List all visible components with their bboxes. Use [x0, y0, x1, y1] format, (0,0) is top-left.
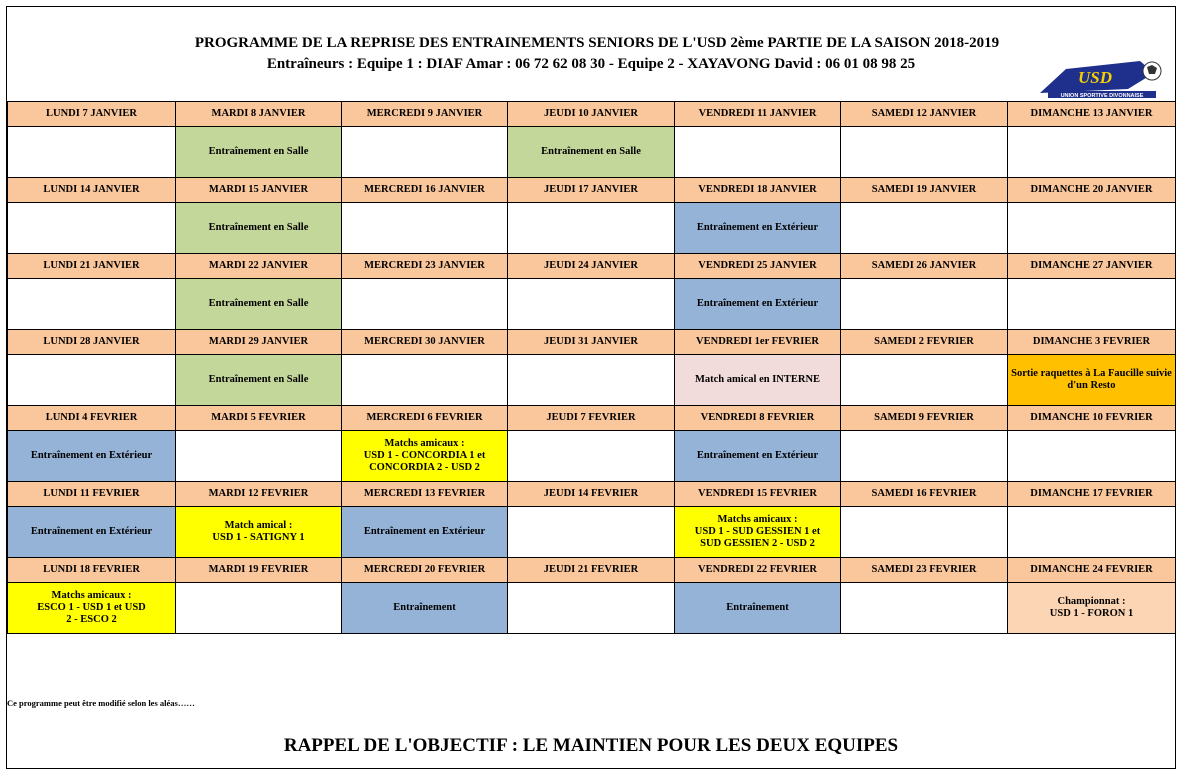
activity-cell: Matchs amicaux : USD 1 - CONCORDIA 1 et CONCORDIA 2 - USD 2 [342, 431, 508, 482]
day-header-cell: MARDI 22 JANVIER [176, 254, 342, 279]
schedule-sheet [6, 6, 1176, 769]
week-day-header-row [8, 482, 1176, 507]
activity-cell [841, 431, 1008, 482]
activity-cell [1008, 203, 1176, 254]
day-header-cell: DIMANCHE 20 JANVIER [1008, 178, 1176, 203]
logo-mark: USD [1078, 68, 1113, 87]
day-header-cell: MERCREDI 30 JANVIER [342, 330, 508, 355]
day-header-cell: VENDREDI 1er FEVRIER [675, 330, 841, 355]
activity-cell [8, 355, 176, 406]
activity-cell [1008, 127, 1176, 178]
day-header-cell: SAMEDI 12 JANVIER [841, 102, 1008, 127]
activity-cell: Entraînement en Salle [176, 279, 342, 330]
activity-cell: Entraînement en Salle [508, 127, 675, 178]
day-header-cell: DIMANCHE 27 JANVIER [1008, 254, 1176, 279]
day-header-cell: MARDI 5 FEVRIER [176, 406, 342, 431]
activity-cell [841, 507, 1008, 558]
objective-reminder: RAPPEL DE L'OBJECTIF : LE MAINTIEN POUR LES DEUX EQUIPES [283, 735, 899, 756]
activity-cell: Entraînement en Extérieur [8, 507, 176, 558]
activity-cell [176, 583, 342, 634]
day-header-cell: JEUDI 7 FEVRIER [508, 406, 675, 431]
activity-cell: Matchs amicaux : ESCO 1 - USD 1 et USD 2 - ESCO 2 [8, 583, 176, 634]
schedule-grid [7, 101, 1176, 634]
day-header-cell: JEUDI 21 FEVRIER [508, 558, 675, 583]
activity-cell [1008, 507, 1176, 558]
day-header-cell: MARDI 15 JANVIER [176, 178, 342, 203]
day-header-cell: MERCREDI 6 FEVRIER [342, 406, 508, 431]
activity-cell: Match amical : USD 1 - SATIGNY 1 [176, 507, 342, 558]
activity-cell: Entraînement en Extérieur [8, 431, 176, 482]
day-header-cell: LUNDI 14 JANVIER [8, 178, 176, 203]
coaches-line: Entraîneurs : Equipe 1 : DIAF Amar : 06 72 62 08 30 - Equipe 2 - XAYAVONG David : 06 01 08 98 25 [266, 56, 916, 72]
activity-cell [342, 355, 508, 406]
day-header-cell: JEUDI 14 FEVRIER [508, 482, 675, 507]
day-header-cell: VENDREDI 25 JANVIER [675, 254, 841, 279]
week-activity-row [8, 279, 1176, 330]
week-day-header-row [8, 178, 1176, 203]
week-day-header-row [8, 558, 1176, 583]
day-header-cell: LUNDI 21 JANVIER [8, 254, 176, 279]
week-activity-row [8, 203, 1176, 254]
day-header-cell: DIMANCHE 17 FEVRIER [1008, 482, 1176, 507]
activity-cell [342, 203, 508, 254]
day-header-cell: DIMANCHE 3 FEVRIER [1008, 330, 1176, 355]
day-header-cell: MARDI 29 JANVIER [176, 330, 342, 355]
activity-cell [508, 507, 675, 558]
activity-cell [8, 203, 176, 254]
day-header-cell: JEUDI 31 JANVIER [508, 330, 675, 355]
day-header-cell: VENDREDI 8 FEVRIER [675, 406, 841, 431]
activity-cell [1008, 279, 1176, 330]
activity-cell [8, 127, 176, 178]
page-title: PROGRAMME DE LA REPRISE DES ENTRAINEMENTS SENIORS DE L'USD 2ème PARTIE DE LA SAISON 2018-2019 [194, 35, 1000, 51]
day-header-cell: LUNDI 7 JANVIER [8, 102, 176, 127]
day-header-cell: MERCREDI 23 JANVIER [342, 254, 508, 279]
week-activity-row [8, 127, 1176, 178]
day-header-cell: JEUDI 24 JANVIER [508, 254, 675, 279]
day-header-cell: SAMEDI 9 FEVRIER [841, 406, 1008, 431]
day-header-cell: MERCREDI 20 FEVRIER [342, 558, 508, 583]
day-header-cell: DIMANCHE 10 FEVRIER [1008, 406, 1176, 431]
activity-cell: Entraînement [675, 583, 841, 634]
day-header-cell: SAMEDI 19 JANVIER [841, 178, 1008, 203]
week-day-header-row [8, 406, 1176, 431]
day-header-cell: SAMEDI 2 FEVRIER [841, 330, 1008, 355]
activity-cell [342, 127, 508, 178]
activity-cell [1008, 431, 1176, 482]
day-header-cell: DIMANCHE 13 JANVIER [1008, 102, 1176, 127]
activity-cell: Entraînement en Extérieur [342, 507, 508, 558]
day-header-cell: MARDI 8 JANVIER [176, 102, 342, 127]
activity-cell: Matchs amicaux : USD 1 - SUD GESSIEN 1 et SUD GESSIEN 2 - USD 2 [675, 507, 841, 558]
activity-cell [8, 279, 176, 330]
day-header-cell: SAMEDI 26 JANVIER [841, 254, 1008, 279]
day-header-cell: MARDI 19 FEVRIER [176, 558, 342, 583]
activity-cell: Championnat : USD 1 - FORON 1 [1008, 583, 1176, 634]
week-day-header-row [8, 102, 1176, 127]
activity-cell [508, 583, 675, 634]
disclaimer-note: Ce programme peut être modifié selon les aléas…… [7, 698, 195, 708]
activity-cell [675, 127, 841, 178]
activity-cell: Entraînement en Salle [176, 127, 342, 178]
day-header-cell: LUNDI 28 JANVIER [8, 330, 176, 355]
day-header-cell: MERCREDI 9 JANVIER [342, 102, 508, 127]
activity-cell [841, 583, 1008, 634]
week-activity-row [8, 583, 1176, 634]
day-header-cell: MARDI 12 FEVRIER [176, 482, 342, 507]
club-logo [1036, 59, 1162, 99]
day-header-cell: DIMANCHE 24 FEVRIER [1008, 558, 1176, 583]
activity-cell [342, 279, 508, 330]
week-activity-row [8, 507, 1176, 558]
activity-cell: Entraînement en Salle [176, 355, 342, 406]
activity-cell [176, 431, 342, 482]
activity-cell [841, 279, 1008, 330]
activity-cell: Entraînement en Extérieur [675, 203, 841, 254]
day-header-cell: LUNDI 4 FEVRIER [8, 406, 176, 431]
activity-cell [841, 203, 1008, 254]
activity-cell [508, 431, 675, 482]
week-day-header-row [8, 330, 1176, 355]
header [7, 7, 1175, 102]
activity-cell: Match amical en INTERNE [675, 355, 841, 406]
day-header-cell: JEUDI 10 JANVIER [508, 102, 675, 127]
day-header-cell: JEUDI 17 JANVIER [508, 178, 675, 203]
week-day-header-row [8, 254, 1176, 279]
day-header-cell: LUNDI 18 FEVRIER [8, 558, 176, 583]
day-header-cell: MERCREDI 16 JANVIER [342, 178, 508, 203]
activity-cell [841, 355, 1008, 406]
activity-cell [508, 203, 675, 254]
activity-cell [508, 355, 675, 406]
week-activity-row [8, 431, 1176, 482]
logo-text: UNION SPORTIVE DIVONNAISE [1060, 93, 1144, 99]
activity-cell [508, 279, 675, 330]
day-header-cell: MERCREDI 13 FEVRIER [342, 482, 508, 507]
activity-cell [841, 127, 1008, 178]
day-header-cell: VENDREDI 18 JANVIER [675, 178, 841, 203]
activity-cell: Entraînement en Extérieur [675, 431, 841, 482]
day-header-cell: SAMEDI 23 FEVRIER [841, 558, 1008, 583]
week-activity-row [8, 355, 1176, 406]
day-header-cell: VENDREDI 22 FEVRIER [675, 558, 841, 583]
activity-cell: Entraînement en Salle [176, 203, 342, 254]
activity-cell: Entraînement [342, 583, 508, 634]
day-header-cell: LUNDI 11 FEVRIER [8, 482, 176, 507]
day-header-cell: VENDREDI 15 FEVRIER [675, 482, 841, 507]
activity-cell: Sortie raquettes à La Faucille suivie d'un Resto [1008, 355, 1176, 406]
day-header-cell: VENDREDI 11 JANVIER [675, 102, 841, 127]
day-header-cell: SAMEDI 16 FEVRIER [841, 482, 1008, 507]
activity-cell: Entraînement en Extérieur [675, 279, 841, 330]
